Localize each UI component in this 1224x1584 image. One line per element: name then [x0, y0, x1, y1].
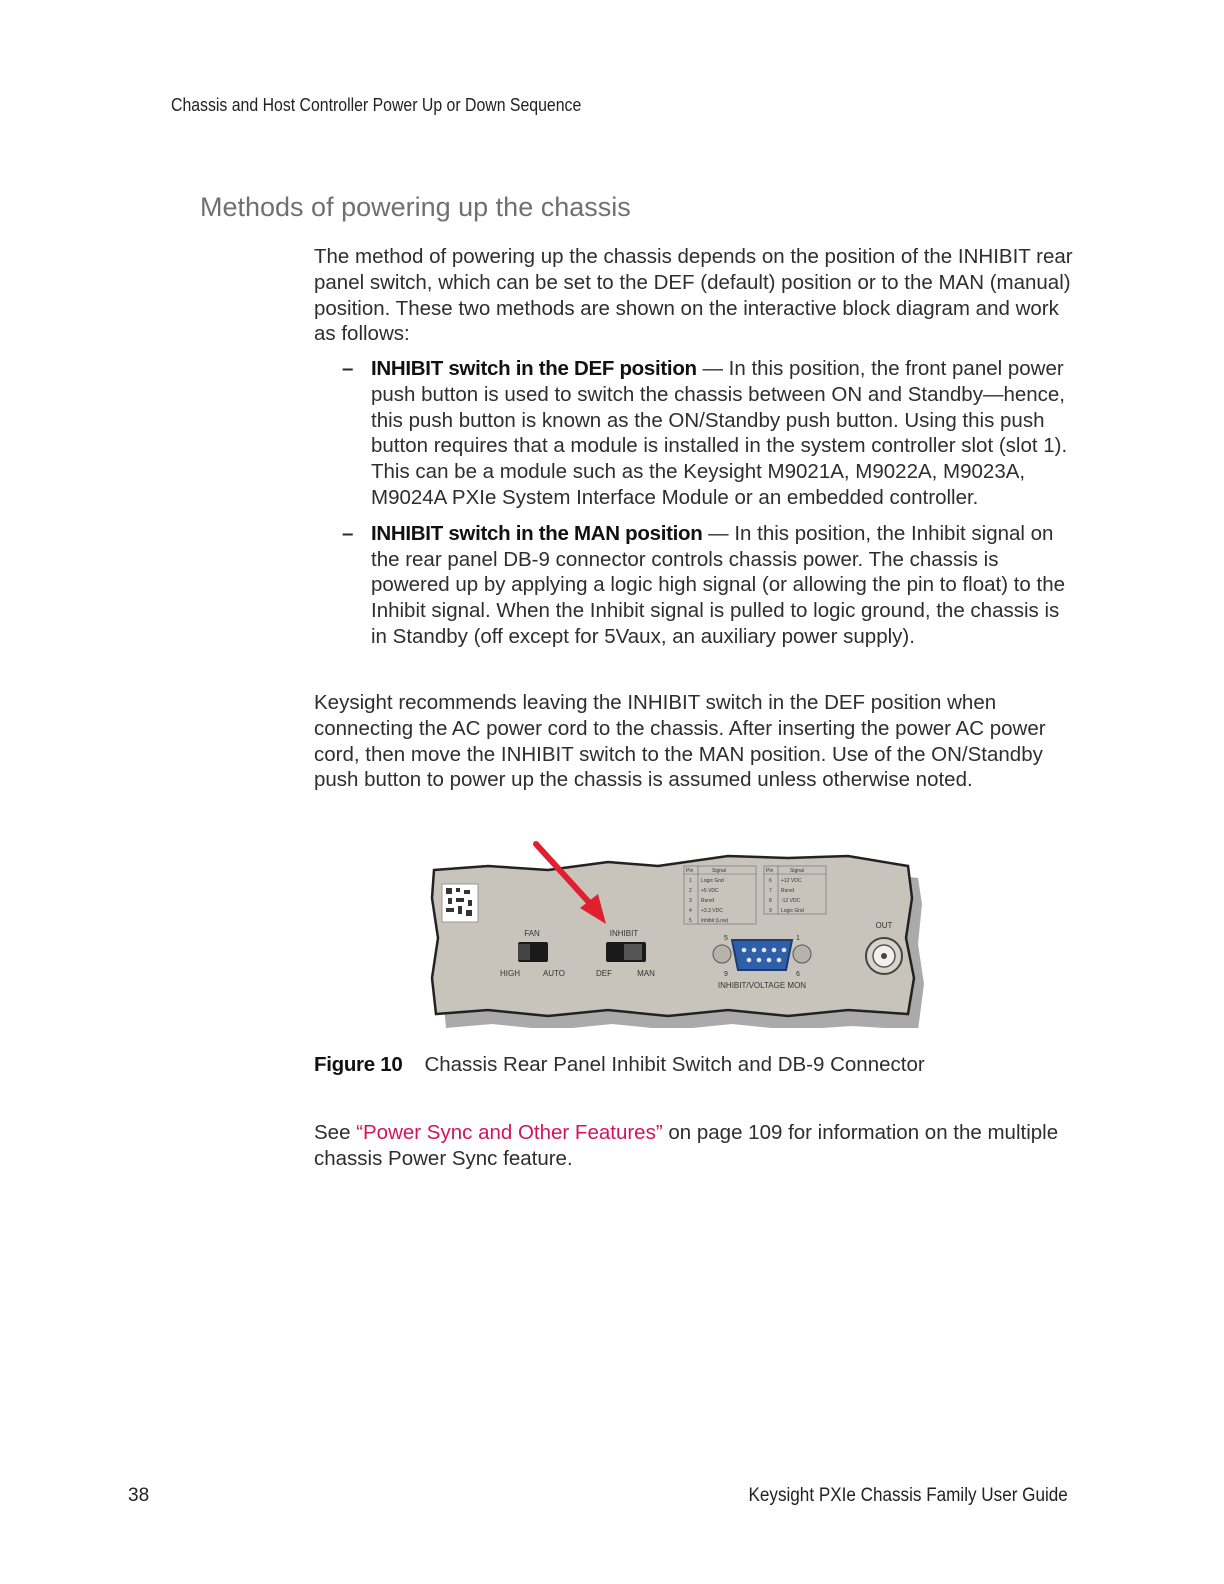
inhibit-def-label: DEF [596, 969, 612, 978]
running-header: Chassis and Host Controller Power Up or Down Sequence [171, 95, 582, 115]
panel-body [432, 856, 914, 1016]
rear-panel-figure [428, 838, 924, 1028]
bullet-lead: INHIBIT switch in the MAN position [371, 521, 703, 545]
pin-number: 2 [689, 888, 692, 894]
method-list [342, 356, 1072, 660]
out-label: OUT [875, 921, 893, 930]
pin-number: 5 [689, 918, 692, 924]
bullet-text: — In this position, the front panel power push button is used to switch the chassis between ON and Standby—hence, this push button is known as the ON/Standby push button. Using this push button requires that a module is installed in the system controller slot (slot 1). This can be a module such as the Keysight M9021A, M9022A, M9023A, M9024A PXIe System Interface Module or an embedded controller. [371, 357, 1068, 509]
pin-number: 1 [689, 878, 692, 884]
figure-caption-text: Chassis Rear Panel Inhibit Switch and DB-9 Connector [424, 1053, 925, 1076]
list-item [342, 521, 1072, 650]
pin-number: 4 [689, 908, 692, 914]
pin-signal: Rsrvd [781, 888, 795, 894]
pin-1-label: 1 [796, 935, 800, 942]
figure-label: Figure 10 [314, 1053, 403, 1076]
rear-panel-illustration [428, 838, 924, 1028]
pin-signal: Inhibit (Low) [701, 918, 729, 924]
pin-9-label: 9 [724, 971, 728, 978]
pin-signal: +12 VDC [781, 878, 802, 884]
pin-number: 9 [769, 908, 772, 914]
fan-high-label: HIGH [500, 969, 520, 978]
pin-table-header: Pin [686, 868, 694, 874]
pin-5-label: 5 [724, 935, 728, 942]
pin-number: 8 [769, 898, 772, 904]
pin-number: 3 [689, 898, 692, 904]
pin-6-label: 6 [796, 971, 800, 978]
pin-table-header: Signal [712, 868, 726, 874]
connector-label: INHIBIT/VOLTAGE MON [717, 981, 807, 990]
pin-signal: Rsrvd [701, 898, 715, 904]
pin-signal: -12 VDC [781, 898, 801, 904]
pin-table-header: Pin [766, 868, 774, 874]
inhibit-man-label: MAN [637, 969, 655, 978]
footer-doc-title: Keysight PXIe Chassis Family User Guide [748, 1485, 1068, 1506]
fan-auto-label: AUTO [542, 969, 566, 978]
pin-signal: +3.3 VDC [701, 908, 723, 914]
bullet-dash: – [342, 357, 354, 380]
bullet-lead: INHIBIT switch in the DEF position [371, 357, 697, 380]
see-also-suffix: on page 109 for information on the multiple chassis Power Sync feature. [314, 1121, 1059, 1170]
section-title: Methods of powering up the chassis [200, 192, 631, 222]
bullet-text: — In this position, the Inhibit signal on the rear panel DB-9 connector controls chassis power. The chassis is powered up by applying a logic high signal (or allowing the pin to float) to the Inhibit signal. When the Inhibit signal is pulled to logic ground, the chassis is in Standby (off except for 5Vaux, an auxiliary power supply). [371, 521, 1066, 648]
see-also-paragraph [314, 1120, 1074, 1172]
power-sync-link[interactable]: “Power Sync and Other Features” [356, 1121, 663, 1144]
list-item [342, 356, 1072, 511]
pin-number: 7 [769, 888, 772, 894]
see-also-prefix: See [314, 1121, 357, 1144]
pin-table-header: Signal [790, 868, 804, 874]
bullet-dash: – [342, 521, 354, 545]
pin-number: 6 [769, 878, 772, 884]
pin-signal: +5 VDC [701, 888, 719, 894]
pin-signal: Logic Gnd [781, 908, 804, 914]
pin-signal: Logic Gnd [701, 878, 724, 884]
bnc-out-connector-icon[interactable] [866, 938, 902, 974]
page-number: 38 [128, 1485, 150, 1506]
fan-label: FAN [524, 929, 540, 938]
intro-paragraph: The method of powering up the chassis depends on the position of the INHIBIT rear panel switch, which can be set to the DEF (default) position or to the MAN (manual) position. These two methods are shown on the interactive block diagram and work as follows: [314, 245, 1073, 346]
recommendation-paragraph: Keysight recommends leaving the INHIBIT switch in the DEF position when connecting the AC power cord to the chassis. After inserting the power AC power cord, then move the INHIBIT switch to the MAN position. Use of the ON/Standby push button to power up the chassis is assumed unless otherwise noted. [314, 691, 1046, 792]
figure-caption [314, 1053, 925, 1077]
inhibit-label: INHIBIT [609, 929, 639, 938]
